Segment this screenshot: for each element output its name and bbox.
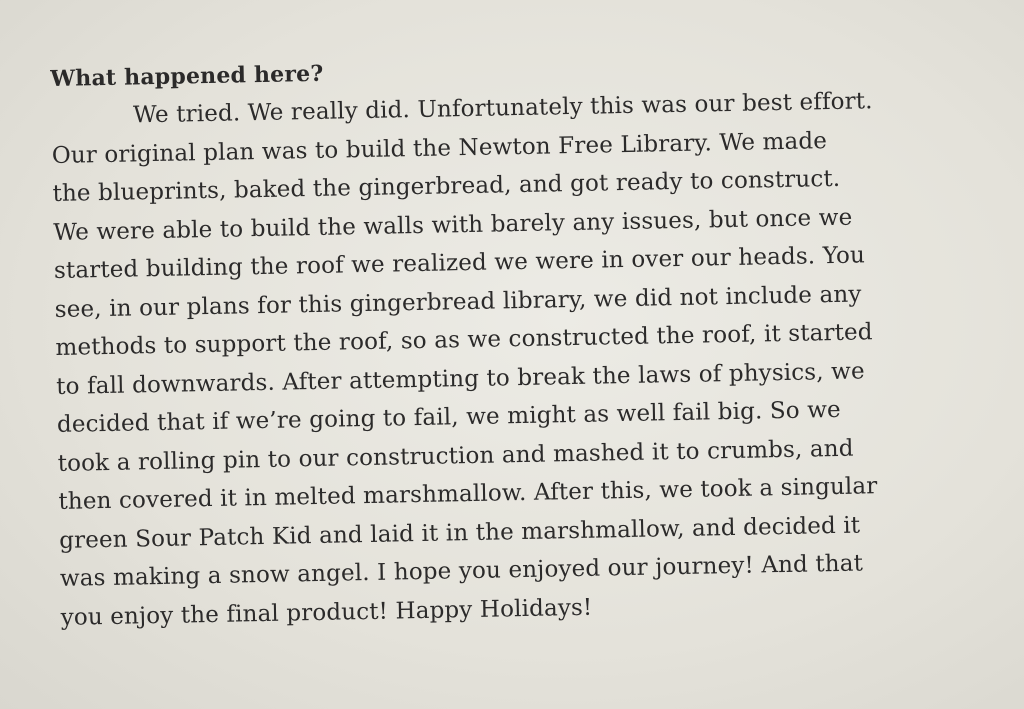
paragraph-line: decided that if we’re going to fail, we might as well fail big. So we bbox=[56, 396, 842, 438]
paragraph-line: see, in our plans for this gingerbread library, we did not include any bbox=[54, 280, 862, 323]
paragraph-line: to fall downwards. After attempting to break the laws of physics, we bbox=[56, 357, 866, 400]
paragraph-line: took a rolling pin to our construction and mashed it to crumbs, and bbox=[57, 435, 854, 477]
paragraph-line: you enjoy the final product! Happy Holidays! bbox=[60, 594, 593, 631]
document-heading: What happened here? bbox=[50, 60, 324, 92]
paragraph-line: We tried. We really did. Unfortunately this was our best effort. bbox=[132, 88, 873, 129]
paragraph-line: then covered it in melted marshmallow. After this, we took a singular bbox=[58, 473, 878, 515]
paragraph-line: was making a snow angel. I hope you enjoyed our journey! And that bbox=[59, 550, 864, 592]
paragraph-line: the blueprints, baked the gingerbread, and got ready to construct. bbox=[52, 165, 841, 207]
paragraph-line: methods to support the roof, so as we constructed the roof, it started bbox=[55, 319, 873, 361]
paragraph-line: started building the roof we realized we were in over our heads. You bbox=[53, 242, 866, 284]
paragraph-line: We were able to build the walls with barely any issues, but once we bbox=[53, 204, 853, 246]
paragraph-line: Our original plan was to build the Newton Free Library. We made bbox=[51, 127, 828, 169]
document-text-block bbox=[50, 42, 1001, 637]
paragraph-line: green Sour Patch Kid and laid it in the marshmallow, and decided it bbox=[58, 512, 861, 554]
